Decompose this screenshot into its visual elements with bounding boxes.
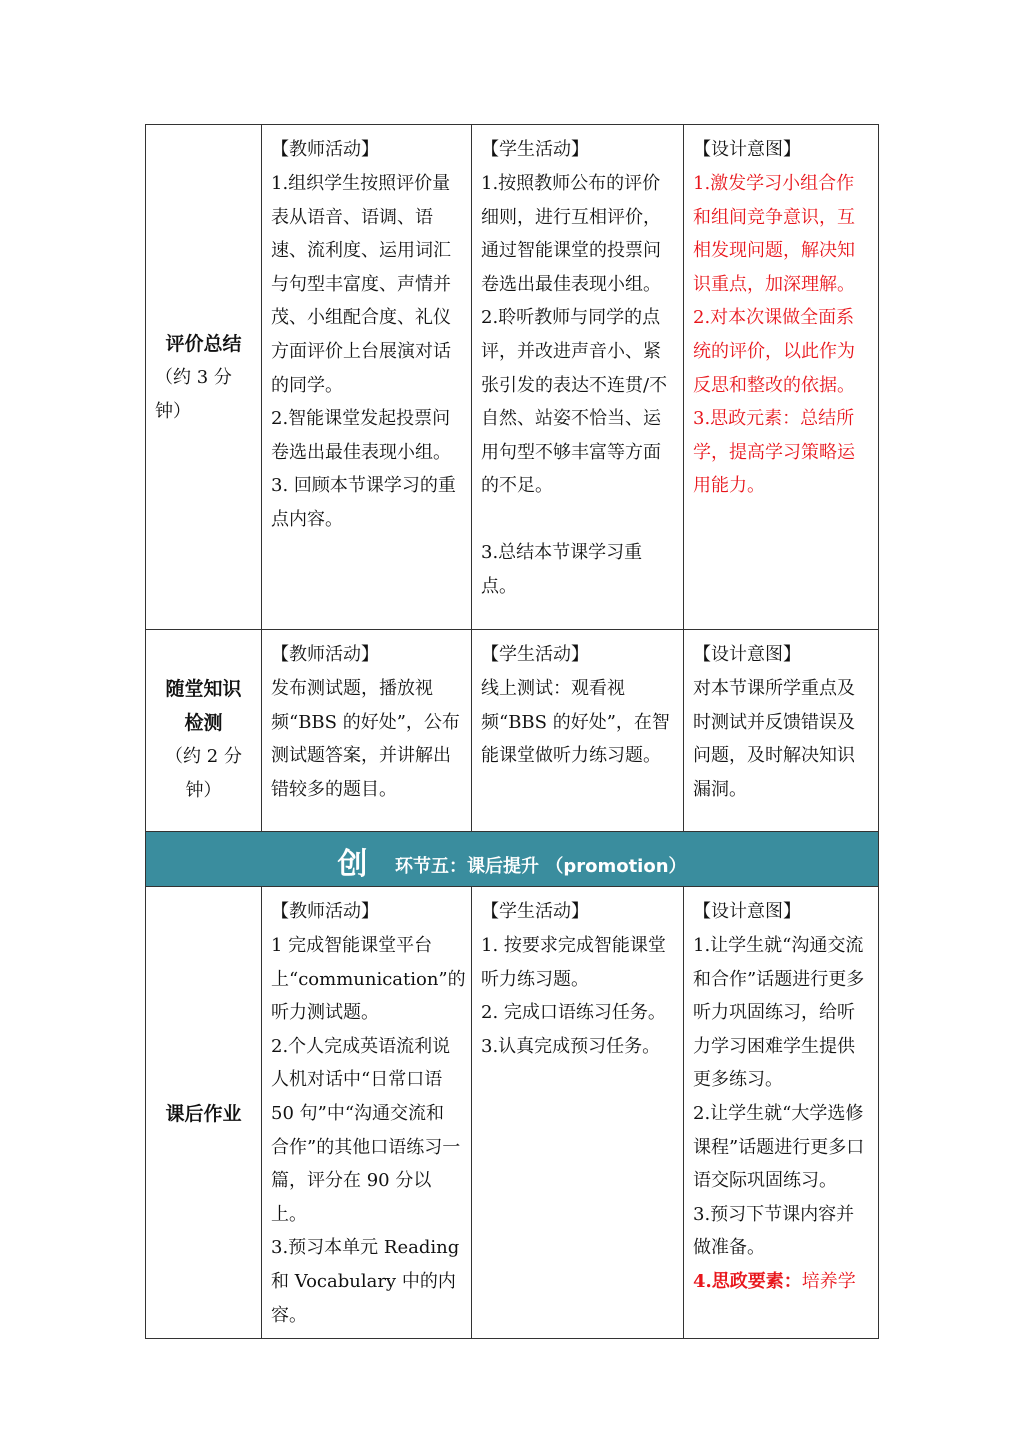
quiz-student-cell xyxy=(472,630,684,832)
evaluation-row xyxy=(146,125,879,630)
evaluation-teacher-heading: 【教师活动】 xyxy=(271,139,379,160)
banner-title: 环节五：课后提升 （promotion） xyxy=(395,856,687,877)
quiz-design-text: 对本节课所学重点及时测试并反馈错误及问题，及时解决知识漏洞。 xyxy=(693,678,855,800)
evaluation-student-item-1: 1.按照教师公布的评价细则，进行互相评价，通过智能课堂的投票问卷选出最佳表现小组。 xyxy=(481,173,661,295)
quiz-student-text: 线上测试：观看视频“BBS 的好处”，在智能课堂做听力练习题。 xyxy=(481,678,670,767)
homework-design-item-2: 2.让学生就“大学选修课程”话题进行更多口语交际巩固练习。 xyxy=(693,1102,865,1192)
homework-student-cell xyxy=(472,887,684,1339)
quiz-row xyxy=(146,630,879,832)
quiz-design-heading: 【设计意图】 xyxy=(693,644,801,665)
homework-student-heading: 【学生活动】 xyxy=(481,901,589,922)
quiz-stage-time: （约 2 分 钟） xyxy=(165,746,242,801)
homework-row xyxy=(146,887,879,1339)
evaluation-teacher-cell xyxy=(262,125,472,630)
evaluation-design-item-1: 1.激发学习小组合作和组间竞争意识，互相发现问题，解决知识重点，加深理解。 xyxy=(693,173,855,295)
evaluation-design-item-3: 3.思政元素：总结所学，提高学习策略运用能力。 xyxy=(693,408,855,497)
quiz-stage-cell xyxy=(146,630,262,832)
section-banner-row xyxy=(146,832,879,887)
homework-design-item-4 xyxy=(693,1265,869,1299)
section-banner xyxy=(146,832,879,887)
evaluation-student-item-3: 3.总结本节课学习重点。 xyxy=(481,541,643,597)
quiz-design-cell xyxy=(684,630,879,832)
quiz-teacher-heading: 【教师活动】 xyxy=(271,644,379,665)
quiz-teacher-text: 发布测试题，播放视频“BBS 的好处”，公布测试题答案，并讲解出错较多的题目。 xyxy=(271,678,460,800)
evaluation-teacher-item-1: 1.组织学生按照评价量表从语音、语调、语速、流利度、运用词汇与句型丰富度、声情并茂、小组配合度、礼仪方面评价上台展演对话的同学。 xyxy=(271,173,451,396)
evaluation-teacher-item-2: 2.智能课堂发起投票问卷选出最佳表现小组。 xyxy=(271,408,451,463)
quiz-stage-name: 随堂知识 检测 xyxy=(165,678,242,734)
evaluation-student-item-2: 2.聆听教师与同学的点评，并改进声音小、紧张引发的表达不连贯/不自然、站姿不恰当、运用句型不够丰富等方面的不足。 xyxy=(481,307,668,497)
lesson-plan-table xyxy=(145,124,879,1339)
homework-design-heading: 【设计意图】 xyxy=(693,901,801,922)
evaluation-design-item-2: 2.对本次课做全面系统的评价，以此作为反思和整改的依据。 xyxy=(693,307,855,396)
homework-stage-cell xyxy=(146,887,262,1339)
spacer xyxy=(481,503,674,536)
homework-stage-name: 课后作业 xyxy=(165,1102,242,1125)
homework-design-item-1: 1.让学生就“沟通交流和合作”话题进行更多听力巩固练习，给听力学习困难学生提供更多练习。 xyxy=(693,935,865,1091)
homework-student-item-2: 2. 完成口语练习任务。 xyxy=(481,1002,666,1024)
evaluation-stage-time: （约 3 分 钟） xyxy=(155,367,232,422)
homework-teacher-item-2: 2.个人完成英语流利说人机对话中“日常口语 50 句”中“沟通交流和合作”的其他口语练习一篇，评分在 90 分以上。 xyxy=(271,1035,461,1225)
evaluation-student-cell xyxy=(472,125,684,630)
evaluation-stage-name: 评价总结 xyxy=(165,333,242,355)
ideology-text: 培养学 xyxy=(801,1270,856,1292)
homework-teacher-item-3: 3.预习本单元 Reading 和 Vocabulary 中的内容。 xyxy=(271,1237,460,1326)
evaluation-teacher-item-3: 3. 回顾本节课学习的重点内容。 xyxy=(271,475,456,530)
homework-teacher-item-1: 1 完成智能课堂平台上“communication”的听力测试题。 xyxy=(271,935,466,1024)
evaluation-design-heading: 【设计意图】 xyxy=(693,139,801,160)
homework-student-item-3: 3.认真完成预习任务。 xyxy=(481,1035,661,1057)
evaluation-student-heading: 【学生活动】 xyxy=(481,139,589,160)
homework-teacher-heading: 【教师活动】 xyxy=(271,901,379,922)
homework-design-item-3: 3.预习下节课内容并做准备。 xyxy=(693,1203,855,1259)
homework-design-cell xyxy=(684,887,879,1339)
evaluation-design-cell xyxy=(684,125,879,630)
quiz-student-heading: 【学生活动】 xyxy=(481,644,589,665)
evaluation-stage-cell xyxy=(146,125,262,630)
ideology-label: 4.思政要素： xyxy=(693,1270,802,1292)
homework-teacher-cell xyxy=(262,887,472,1339)
quiz-teacher-cell xyxy=(262,630,472,832)
section-banner-content xyxy=(337,847,687,882)
homework-student-item-1: 1. 按要求完成智能课堂听力练习题。 xyxy=(481,935,666,990)
banner-character: 创 xyxy=(337,847,368,882)
